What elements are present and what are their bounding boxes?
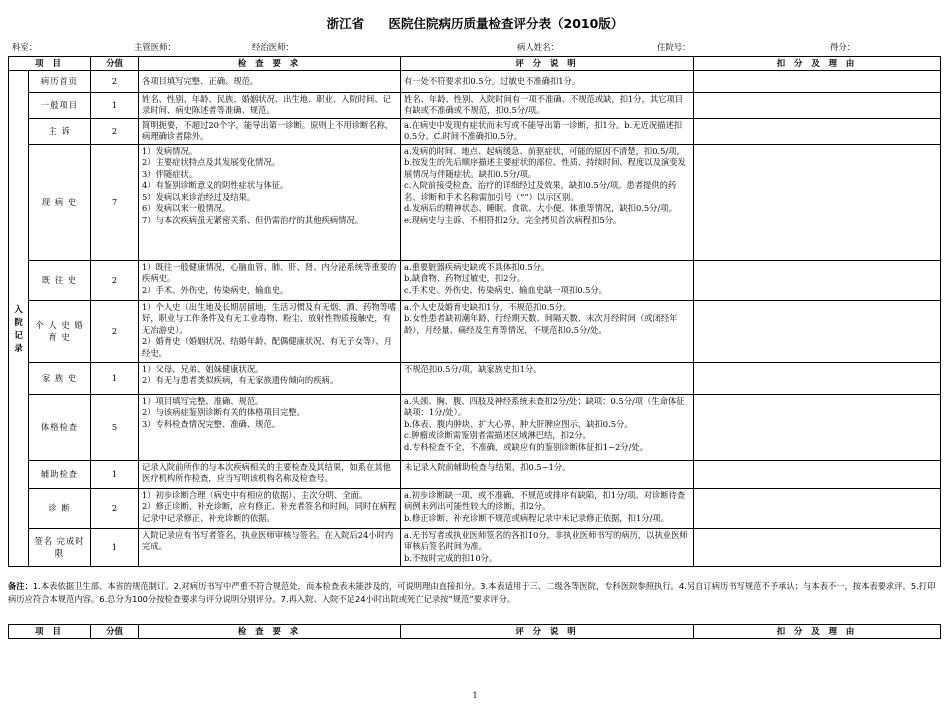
row-scoring (401, 395, 694, 461)
scoring-line: b.体表、腹内肿块、扩大心界、肿大肝脾应图示，缺扣0.5分。 (404, 418, 633, 429)
row-requirements (139, 145, 401, 261)
row-points: 1 (91, 93, 139, 119)
requirement-line: 4）有鉴别诊断意义的阴性症状与体征。 (142, 180, 289, 191)
row-points: 2 (91, 261, 139, 301)
row-requirements: 姓名、性别、年龄、民族、婚姻状况、出生地、职业、入院时间、记录时间、病史陈述者等准确、规范。 (139, 93, 401, 119)
row-points: 1 (91, 529, 139, 567)
row-scoring (401, 301, 694, 363)
table-row (9, 529, 941, 567)
row-points: 2 (91, 301, 139, 363)
attending-label: 主管医师： (134, 42, 176, 52)
scoring-line: a.重要脏器疾病史缺或不具体扣0.5分。 (404, 262, 550, 272)
notes-text: 1.本表依据卫生部、本省的规范制订。2.对病历书写中严重不符合规范处，而本检查表未能涉及的，可说明理由直接扣分。3.本表适用于三、二级各等医院，专科医院参照执行。4.另自订病历书写规范不予承认；与本表不一，按本表要求评。5.打印病历应符合本规范内容。6.总分为100分按检查要求与评分说明分别评分。7.再入院、入院不足24小时出院或死亡记录按“规范”要求评分。 (8, 581, 936, 604)
title-main: 医院住院病历质量检查评分表（2010版） (388, 16, 624, 31)
table-row (9, 261, 941, 301)
col-requirements: 检 查 要 求 (139, 625, 401, 639)
row-requirements (139, 395, 401, 461)
requirement-line: 6）发病以来一般情况。 (142, 203, 231, 214)
col-deduction: 扣 分 及 理 由 (694, 57, 941, 71)
document-title (0, 15, 950, 32)
col-item: 项 目 (9, 57, 91, 71)
row-scoring: 有一处不符要求扣0.5分。过敏史不准确扣1分。 (401, 71, 694, 93)
col-deduction: 扣 分 及 理 由 (694, 625, 941, 639)
row-item: 体格检查 (29, 395, 91, 461)
row-points: 5 (91, 395, 139, 461)
row-scoring (401, 529, 694, 567)
row-item: 诊 断 (29, 489, 91, 529)
scoring-line: b.不按时完成的扣10分。 (404, 552, 498, 563)
col-scoring: 评 分 说 明 (401, 57, 694, 71)
row-item: 一般项目 (29, 93, 91, 119)
notes (8, 580, 940, 606)
table-row (9, 119, 941, 145)
row-scoring (401, 145, 694, 261)
row-item: 现 病 史 (29, 145, 91, 261)
requirement-line: 1）父母、兄弟、姐妹健康状况。 (142, 364, 264, 374)
table-row (9, 461, 941, 489)
requirement-line: 1）个人史（出生地及长期居留地，生活习惯及有无烟、酒、药物等嗜好，职业与工作条件及有无工业毒物、粉尘、放射性物质接触史，有无冶游史）。 (142, 302, 397, 335)
meta-line (12, 42, 940, 54)
requirement-line: 1）既往一般健康情况，心脑血管、肺、肝、肾、内分泌系统等重要的疾病史。 (142, 262, 397, 284)
scoring-line: b.修正诊断、补充诊断不规范或病程记录中未记录修正依据，扣1分/项。 (404, 512, 669, 523)
row-deduction-cell[interactable] (694, 395, 941, 461)
requirement-line: 3）专科检查情况完整、准确、规范。 (142, 418, 281, 429)
row-requirements: 简明扼要，不超过20个字，能导出第一诊断。原则上不用诊断名称，病理确诊者除外。 (139, 119, 401, 145)
col-item: 项 目 (9, 625, 91, 639)
scoring-line: b.缺食物、药物过敏史，扣2分。 (404, 273, 526, 284)
row-requirements (139, 261, 401, 301)
col-points: 分值 (91, 57, 139, 71)
scoring-line: c.肿瘤或诊断需鉴别者需描述区域淋巴结，扣2分。 (404, 430, 591, 441)
page-number: 1 (472, 691, 478, 700)
requirement-line: 1）项目填写完整、准确、规范。 (142, 396, 264, 406)
admission-no-label: 住院号： (657, 42, 691, 52)
row-deduction-cell[interactable] (694, 489, 941, 529)
row-deduction-cell[interactable] (694, 363, 941, 395)
row-requirements: 记录入院前所作的与本次疾病相关的主要检查及其结果，如系在其他医疗机构所作检查，应当写明该机构名称及检查号。 (139, 461, 401, 489)
department-label: 科室： (12, 42, 38, 52)
scoring-line: a.初步诊断缺一项、或不准确、不规范或排序有缺陷，扣1分/项。对诊断待查病例未列出可能性较大的诊断，扣2分。 (404, 490, 686, 512)
row-deduction-cell[interactable] (694, 261, 941, 301)
row-deduction-cell[interactable] (694, 461, 941, 489)
row-deduction-cell[interactable] (694, 71, 941, 93)
scoring-line: c.入院前接受检查、治疗的详细经过及效果，缺扣0.5分/项。患者提供的药名、诊断和手术名称需加引号（“”）以示区别。 (404, 180, 677, 202)
row-scoring: a.在病史中发现有症状而未写或不能导出第一诊断，扣1分。b.无近况描述扣0.5分。C.时间不准确扣0.5分。 (401, 119, 694, 145)
row-item: 主 诉 (29, 119, 91, 145)
row-item: 家 族 史 (29, 363, 91, 395)
row-deduction-cell[interactable] (694, 301, 941, 363)
row-item: 既 往 史 (29, 261, 91, 301)
scoring-line: a.个人史及婚育史缺扣1分，不规范扣0.5分。 (404, 302, 572, 312)
row-item: 个 人 史 婚 育 史 (29, 301, 91, 363)
requirement-line: 2）修正诊断、补充诊断，应有修正、补充者签名和时间，同时在病程记录中记录修正、补充诊断的依据。 (142, 501, 397, 523)
row-scoring (401, 489, 694, 529)
row-points: 7 (91, 145, 139, 261)
row-deduction-cell[interactable] (694, 93, 941, 119)
requirement-line: 5）发病以来诊治经过及结果。 (142, 191, 256, 202)
row-item: 辅助检查 (29, 461, 91, 489)
row-points: 2 (91, 489, 139, 529)
scoring-line: b.女性患者缺初潮年龄、行经期天数、间隔天数、末次月经时间（或闭经年龄），月经量、痛经及生育等情况，不规范扣0.5分/处。 (404, 313, 678, 335)
row-requirements (139, 363, 401, 395)
scoring-line: b.按发生的先后顺序描述主要症状的部位、性质、持续时间、程度以及演变发展情况与伴随症状。缺扣0.5分/项。 (404, 157, 686, 179)
row-requirements (139, 489, 401, 529)
table-row (9, 71, 941, 93)
repeated-header-table (8, 624, 941, 639)
scoring-line: a.发病的时间、地点、起病缓急、前驱症状，可能的原因不清楚，扣0.5/项。 (404, 146, 685, 156)
resident-label: 经治医师： (252, 42, 294, 52)
scoring-line: a.头颈、胸、腹、四肢及神经系统未查扣2分/处；缺项：0.5分/项（生命体征缺项：1分/处）。 (404, 396, 685, 418)
header-row (9, 625, 941, 639)
row-item: 签名 完成时限 (29, 529, 91, 567)
requirement-line: 1）初步诊断合理（病史中有相应的依据）、主次分明、全面。 (142, 490, 368, 500)
scoring-line: e.现病史与主诉、不相符扣2分。完全拷贝首次病程扣5分。 (404, 214, 622, 225)
row-points: 1 (91, 461, 139, 489)
requirement-line: 2）有无与患者类似疾病，有无家族遗传倾向的疾病。 (142, 375, 339, 386)
section-spacer (9, 71, 29, 93)
title-region: 浙江省 (326, 16, 365, 31)
patient-label: 病人姓名： (517, 42, 559, 52)
row-points: 1 (91, 363, 139, 395)
row-deduction-cell[interactable] (694, 529, 941, 567)
row-requirements: 各项目填写完整、正确、规范。 (139, 71, 401, 93)
requirement-line: 2）手术、外伤史，传染病史，输血史。 (142, 284, 289, 295)
row-deduction-cell[interactable] (694, 119, 941, 145)
header-row (9, 57, 941, 71)
table-row (9, 363, 941, 395)
row-requirements: 入院记录应有书写者签名，执业医师审核与签名。在入院后24小时内完成。 (139, 529, 401, 567)
row-points: 2 (91, 71, 139, 93)
table-row (9, 301, 941, 363)
row-requirements (139, 301, 401, 363)
table-row (9, 145, 941, 261)
col-scoring: 评 分 说 明 (401, 625, 694, 639)
requirement-line: 1）发病情况。 (142, 146, 198, 156)
requirement-line: 7）与本次疾病虽无紧密关系、但仍需治疗的其他疾病情况。 (142, 214, 364, 225)
row-item: 病历首页 (29, 71, 91, 93)
row-scoring: 未记录入院前辅助检查与结果，扣0.5~1分。 (401, 461, 694, 489)
requirement-line: 2）主要症状特点及其发展变化情况。 (142, 157, 281, 168)
row-scoring: 不规范扣0.5分/项，缺家族史扣1分。 (401, 363, 694, 395)
score-label: 得分： (830, 42, 856, 52)
table-row (9, 93, 941, 119)
scoring-line: a.无书写者或执业医师签名的各扣10分，非执业医师书写的病历，以执业医师审核后签名时间为准。 (404, 530, 688, 552)
row-scoring: 姓名、年龄、性别、入院时间有一项不准确、不规范或缺，扣1分，其它项目有缺或不准确或不规范，扣0.5分/项。 (401, 93, 694, 119)
evaluation-table (8, 56, 941, 567)
scoring-line: d.专科检查不全、不准确，或缺应有的鉴别诊断体征扣1~2分/处。 (404, 441, 648, 452)
requirement-line: 2）婚育史（婚姻状况、结婚年龄、配偶健康状况、有无子女等）、月经史。 (142, 336, 393, 358)
col-requirements: 检 查 要 求 (139, 57, 401, 71)
requirement-line: 3）伴随症状。 (142, 168, 198, 179)
col-points: 分值 (91, 625, 139, 639)
requirement-line: 2）与该病症鉴别诊断有关的体格项目完整。 (142, 407, 305, 418)
table-row (9, 489, 941, 529)
notes-label: 备注： (8, 581, 33, 591)
scoring-line: c.手术史、外伤史、传染病史、输血史缺一项扣0.5分。 (404, 284, 608, 295)
scoring-line: d.发病后的精神状态、睡眠、食欲、大小便、体重等情况，缺扣0.5分/项。 (404, 203, 677, 214)
row-points: 2 (91, 119, 139, 145)
table-row (9, 395, 941, 461)
row-scoring (401, 261, 694, 301)
row-deduction-cell[interactable] (694, 145, 941, 261)
section-label-admission-record: 入 院 记 录 (9, 93, 29, 567)
